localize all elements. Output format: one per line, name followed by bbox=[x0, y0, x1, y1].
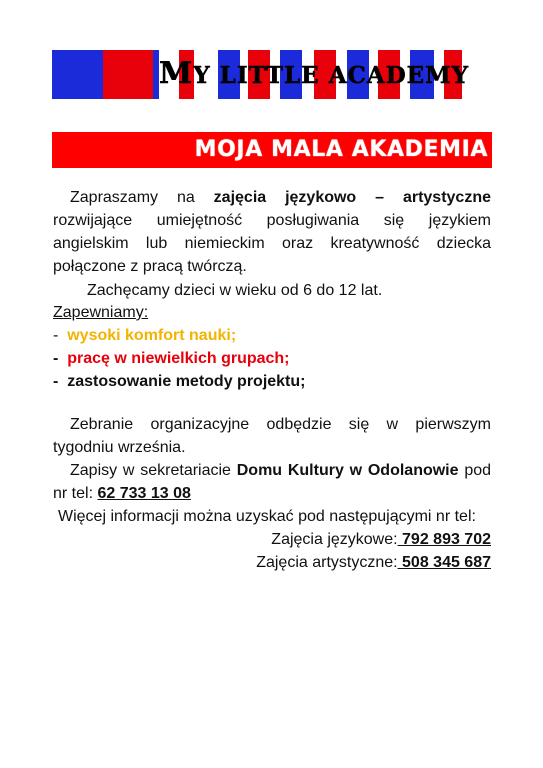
contact-label: Zajęcia językowe: bbox=[271, 531, 398, 548]
intro-bold-text: zajęcia językowo – artystyczne bbox=[213, 189, 491, 206]
more-info: Więcej informacji można uzyskać pod następującymi nr tel: bbox=[58, 508, 476, 525]
age-line: Zachęcamy dzieci w wieku od 6 do 12 lat. bbox=[87, 282, 383, 299]
intro-line-1 bbox=[53, 186, 491, 209]
contact-phone: 508 345 687 bbox=[397, 554, 491, 571]
intro-line-2: rozwijające umiejętność posługiwania się językiem bbox=[53, 212, 491, 229]
enroll-text: Zapisy w sekretariacie bbox=[70, 462, 237, 479]
list-dash: - bbox=[53, 373, 59, 390]
subtitle-bar bbox=[52, 132, 492, 168]
banner-stripe bbox=[52, 50, 103, 99]
list-dash: - bbox=[53, 350, 59, 367]
banner-title-rest: Y LITTLE ACADEMY bbox=[193, 62, 470, 89]
intro-line-3: angielskim lub niemieckim oraz kreatywność dziecka bbox=[53, 235, 491, 252]
meeting-line-2: tygodniu września. bbox=[53, 439, 186, 456]
enroll-line bbox=[53, 459, 491, 482]
list-item-text: wysoki komfort nauki; bbox=[67, 327, 237, 344]
list-item-text: pracę w niewielkich grupach; bbox=[67, 350, 290, 367]
contact-line bbox=[53, 528, 491, 551]
list-item bbox=[53, 370, 491, 393]
tel-label: nr tel: bbox=[53, 485, 98, 502]
list-heading: Zapewniamy: bbox=[53, 304, 149, 321]
banner-title bbox=[159, 56, 469, 94]
list-item bbox=[53, 347, 491, 370]
enroll-phone: 62 733 13 08 bbox=[97, 485, 191, 502]
contact-line bbox=[53, 551, 491, 574]
intro-text: Zapraszamy na bbox=[70, 189, 214, 206]
list-item-text: zastosowanie metody projektu; bbox=[67, 373, 306, 390]
list-item bbox=[53, 324, 491, 347]
list-dash: - bbox=[53, 327, 59, 344]
enroll-text-after: pod bbox=[458, 462, 492, 479]
banner-title-first-letter: M bbox=[159, 56, 194, 91]
meeting-line-1: Zebranie organizacyjne odbędzie się w pierwszym bbox=[70, 416, 491, 433]
enroll-place: Domu Kultury w Odolanowie bbox=[236, 462, 459, 479]
contact-label: Zajęcia artystyczne: bbox=[256, 554, 398, 571]
enroll-phone-line bbox=[53, 482, 491, 505]
header-banner bbox=[52, 50, 482, 99]
subtitle: MOJA MALA AKADEMIA bbox=[194, 137, 488, 162]
banner-stripe bbox=[103, 50, 153, 99]
contact-phone: 792 893 702 bbox=[397, 531, 491, 548]
intro-line-4: połączone z pracą twórczą. bbox=[53, 258, 247, 275]
